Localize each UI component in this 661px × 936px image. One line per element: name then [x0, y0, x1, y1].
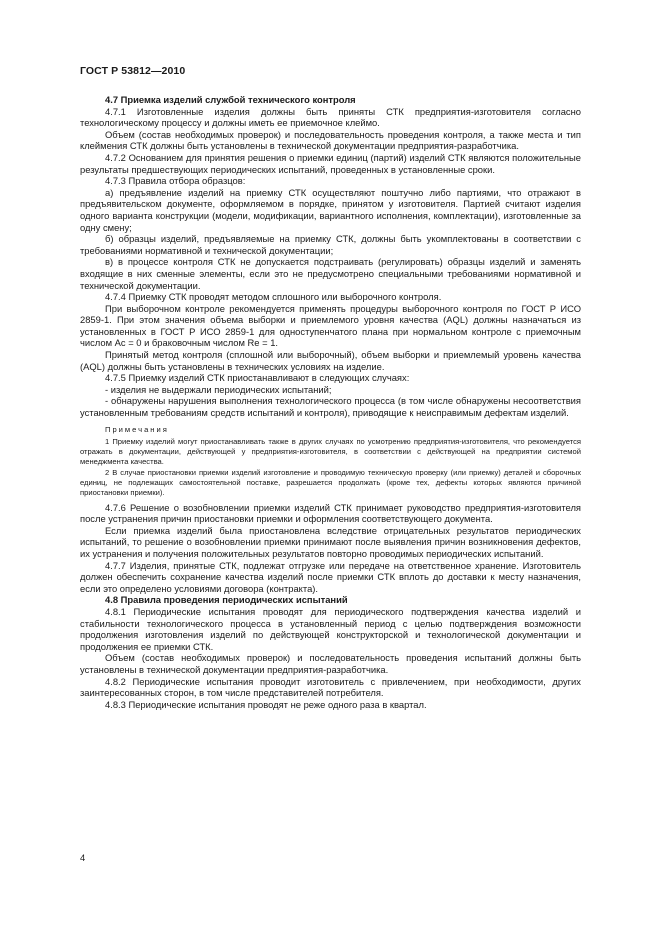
paragraph: а) предъявление изделий на приемку СТК осуществляют поштучно либо партиями, что отражают в предъявительском документе, оформляемом в порядке, принятом у изготовителя. Партией считают изделия одного варианта конструкции (модели, модификации, вариантного исполнения, комплектации), изготовленные за одну смену; [80, 186, 581, 233]
paragraph: 4.8.3 Периодические испытания проводят не реже одного раза в квартал. [105, 698, 427, 710]
paragraph: Объем (состав необходимых проверок) и последовательность проведения контроля, а также места и тип клеймения СТК должны быть установлены в технической документации предприятия-разработчика. [80, 128, 581, 152]
paragraph: Принятый метод контроля (сплошной или выборочный), объем выборки и приемлемый уровень качества (AQL) должны быть установлены в технических условиях на изделие. [80, 349, 581, 372]
paragraph: 4.7.6 Решение о возобновлении приемки изделий СТК принимает руководство предприятия-изготовителя после устранения причин приостановки приемки и оформления соответствующего документа. [80, 501, 581, 525]
paragraph: - изделия не выдержали периодических испытаний; [105, 383, 332, 395]
paragraph: Объем (состав необходимых проверок) и последовательность проведения испытаний должны быть установлены в технической документации предприятия-разработчика. [80, 652, 581, 675]
paragraph: 4.7.7 Изделия, принятые СТК, подлежат отгрузке или передаче на ответственное хранение. Изготовитель должен обеспечить сохранение качества изделий после приемки СТК вплоть до доставки к месту назначения, если это определено условиями договора (контракта). [80, 559, 581, 594]
paragraph: 4.7.4 Приемку СТК проводят методом сплошного или выборочного контроля. [105, 291, 442, 303]
section-4-7-part1 [80, 94, 581, 419]
paragraph: При выборочном контроле рекомендуется применять процедуры выборочного контроля по ГОСТ Р ИСО 2859-1. При этом значения объема выборки и приемлемого уровня качества (AQL) должны назначаться из установленных в ГОСТ Р ИСО 2859-1 для одноступенчатого плана при нормальном контроле с приемочным числом Ac = 0 и браковочным числом Re = 1. [80, 302, 581, 349]
paragraph: - обнаружены нарушения выполнения технологического процесса (в том числе обнаружены несоответствия установленным требованиям средств испытаний и контроля), приводящие к неисправимым дефектам изделий. [80, 395, 581, 419]
note-item: 2 В случае приостановки приемки изделий изготовление и проводимую техническую проверку (или приемку) деталей и сборочных единиц, не подлежащих самостоятельной поставке, разрешается продолжать (кроме тех, дефекты которых являются причиной приостановки приемки). [80, 467, 581, 497]
document-body [80, 94, 581, 710]
section-heading: 4.7 Приемка изделий службой технического контроля [105, 94, 356, 105]
paragraph: Если приемка изделий была приостановлена вследствие отрицательных результатов периодических испытаний, то решение о возобновлении приемки принимают после выявления причин возникновения дефектов, их устранения и получения положительных результатов повторно проводимых периодических испытаний. [80, 524, 581, 559]
paragraph: 4.8.2 Периодические испытания проводит изготовитель с привлечением, при необходимости, других заинтересованных сторон, в том числе представителей потребителя. [80, 675, 581, 699]
paragraph: 4.7.3 Правила отбора образцов: [105, 175, 246, 187]
section-heading: 4.8 Правила проведения периодических испытаний [105, 594, 348, 606]
paragraph: в) в процессе контроля СТК не допускается подстраивать (регулировать) образцы изделий и заменять входящие в них сменные элементы, если это не предусмотрено специальными требованиями нормативной и технической документации. [80, 256, 581, 291]
page-number: 4 [80, 852, 86, 863]
paragraph: 4.7.1 Изготовленные изделия должны быть приняты СТК предприятия-изготовителя согласно технологическому процессу и должны иметь ее приемочное клеймо. [80, 105, 581, 129]
notes-block [80, 425, 581, 498]
paragraph: б) образцы изделий, предъявляемые на приемку СТК, должны быть укомплектованы в соответствии с требованиями нормативной и технической документации; [80, 233, 581, 256]
paragraph: 4.7.2 Основанием для принятия решения о приемки единиц (партий) изделий СТК являются положительные результаты предшествующих периодических испытаний, проведенных в установленные сроки. [80, 151, 581, 175]
notes-heading: Примечания [105, 424, 169, 434]
paragraph: 4.7.5 Приемку изделий СТК приостанавливают в следующих случаях: [105, 372, 410, 384]
note-item: 1 Приемку изделий могут приостанавливать также в других случаях по усмотрению предприятия-изготовителя, что рекомендуется отражать в документации, действующей у предприятия-изготовителя, в соответствии с действующей на предприятии системой менеджмента качества. [80, 436, 581, 466]
section-4-7-part2 [80, 502, 581, 711]
paragraph: 4.8.1 Периодические испытания проводят для периодического подтверждения качества изделий и стабильности технологического процесса в установленный период с целью подтверждения возможности продолжения изготовления изделий по действующей конструкторской и технологической документации и продолжения ее приемки СТК. [80, 605, 581, 652]
document-header: ГОСТ Р 53812—2010 [80, 65, 186, 77]
